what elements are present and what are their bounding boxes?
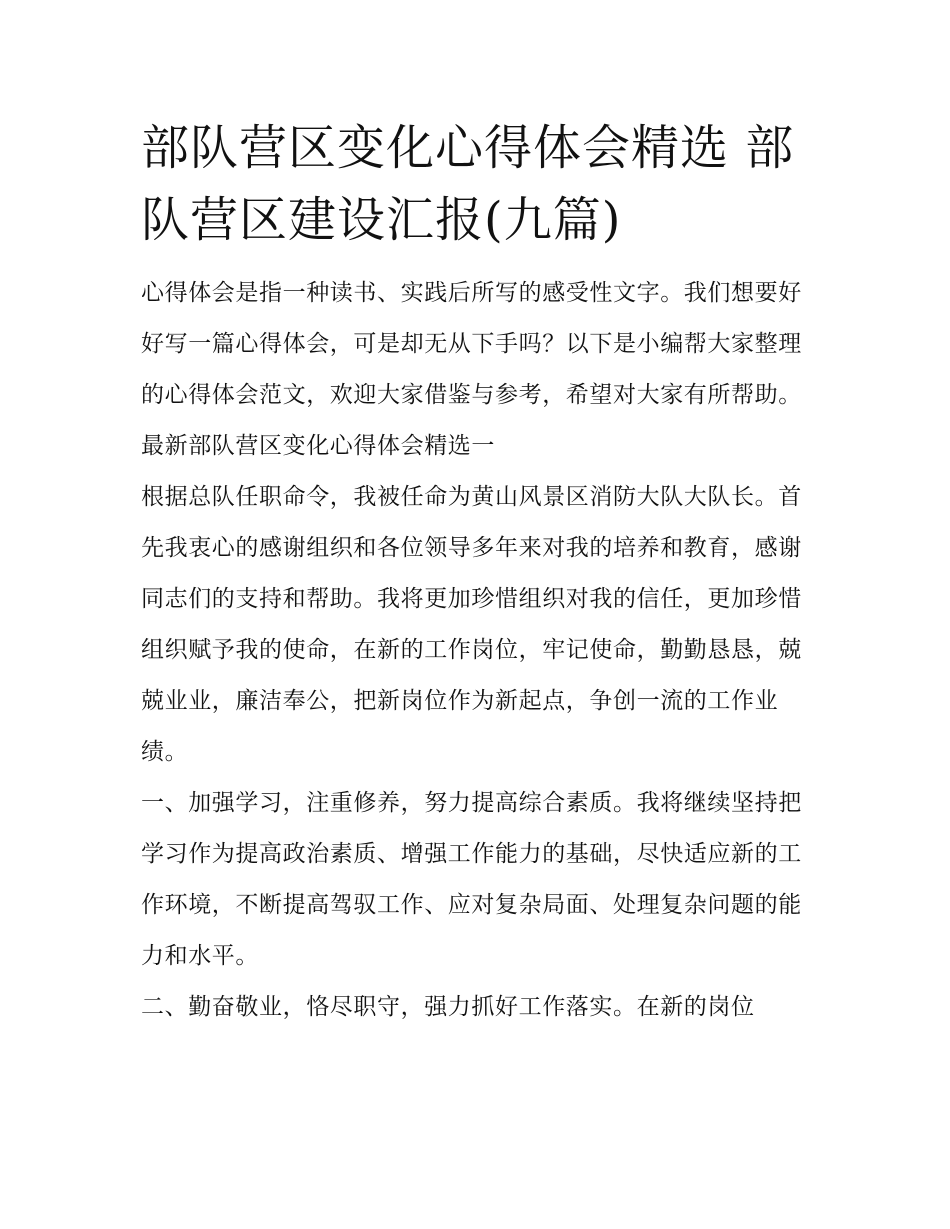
section-heading: 最新部队营区变化心得体会精选一 [141, 433, 495, 459]
document-body [141, 268, 816, 1033]
document-title: 部队营区变化心得体会精选 部队营区建设汇报(九篇) [141, 120, 795, 248]
body-paragraph: 根据总队任职命令，我被任命为黄山风景区消防大队大队长。首先我衷心的感谢组织和各位领导多年来对我的培养和教育，感谢同志们的支持和帮助。我将更加珍惜组织对我的信任，更加珍惜组织赋予我的使命，在新的工作岗位，牢记使命，勤勤恳恳，兢兢业业，廉洁奉公，把新岗位作为新起点，争创一流的工作业绩。 [141, 484, 802, 765]
intro-paragraph: 心得体会是指一种读书、实践后所写的感受性文字。我们想要好好写一篇心得体会，可是却无从下手吗？以下是小编帮大家整理的心得体会范文，欢迎大家借鉴与参考，希望对大家有所帮助。 [141, 280, 802, 408]
document-page [141, 112, 816, 1033]
body-paragraph: 一、加强学习，注重修养，努力提高综合素质。我将继续坚持把学习作为提高政治素质、增强工作能力的基础，尽快适应新的工作环境，不断提高驾驭工作、应对复杂局面、处理复杂问题的能力和水平。 [141, 790, 802, 969]
body-paragraph: 二、勤奋敬业，恪尽职守，强力抓好工作落实。在新的岗位 [141, 994, 755, 1020]
